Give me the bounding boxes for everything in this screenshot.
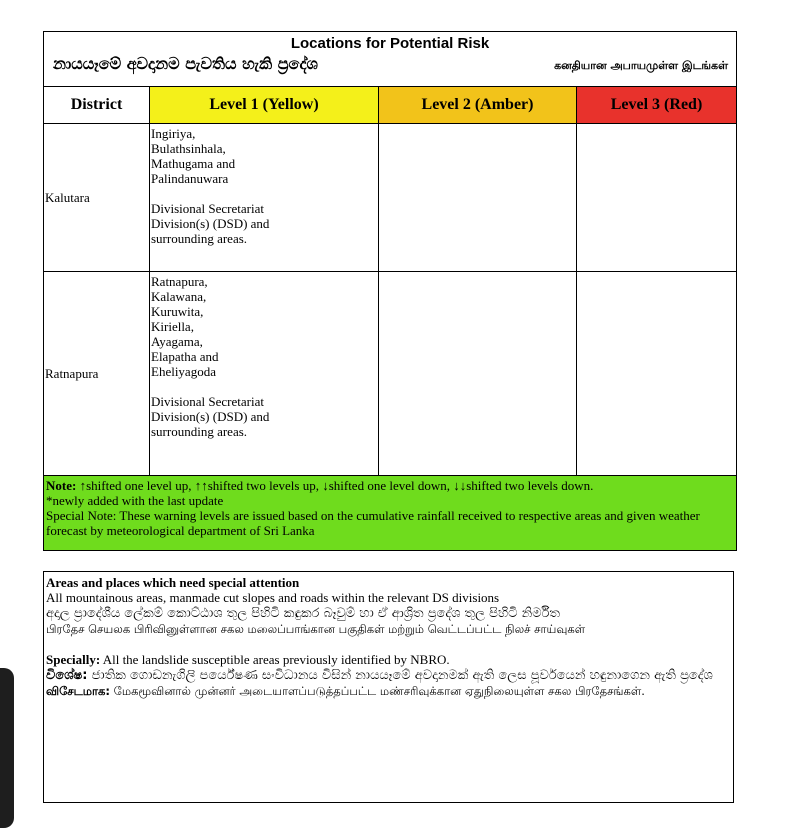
viewer-side-panel[interactable] (0, 668, 14, 828)
header-row (44, 87, 737, 124)
header-level3: Level 3 (Red) (577, 87, 737, 124)
area-name: Elapatha and (151, 349, 219, 364)
specially-english (46, 652, 733, 667)
attention-heading: Areas and places which need special attention (46, 575, 300, 590)
table-row (44, 272, 737, 476)
district-cell: Ratnapura (44, 272, 150, 476)
header-level2: Level 2 (Amber) (379, 87, 577, 124)
level3-cell (577, 272, 737, 476)
area-name: Kalawana, (151, 289, 207, 304)
dsd-note (151, 201, 378, 246)
attention-tamil: பிரதேச செயலக பிரிவினுள்ளான சகல மலைப்பாங்கான பகுதிகள் மற்றும் வெட்டப்பட்ட நிலச் சாய்வுகள் (46, 622, 586, 636)
specially-label: Specially: (46, 652, 101, 667)
level3-cell (577, 124, 737, 272)
tamil-special-text: மேகமூவினால் முன்னர் அடையாளப்படுத்தப்பட்ட மண்சரிவுக்கான ஏதுநிலையுள்ள சகல பிரதேசங்கள். (110, 684, 645, 698)
area-name: Ingiriya, (151, 126, 196, 141)
area-name: Ratnapura, (151, 274, 208, 289)
specially-sinhala (46, 667, 733, 684)
attention-sinhala: අදාල ප්‍රාදේශීය ලේකම් කොට්ඨාශ තුල පිහිටි කඳුකර බෑවුම් හා ඒ ආශ්‍රිත ප්‍රදේශ තුල පිහිටි නිර්මිත (46, 606, 560, 621)
dsd-line: Division(s) (DSD) and (151, 409, 270, 424)
level2-cell (379, 272, 577, 476)
specially-tamil (46, 684, 733, 699)
title-cell (44, 32, 737, 87)
note-label: Note: (46, 478, 77, 493)
dsd-line: Divisional Secretariat (151, 394, 264, 409)
area-name: Palindanuwara (151, 171, 229, 186)
note-cell (44, 476, 737, 551)
dsd-line: Divisional Secretariat (151, 201, 264, 216)
tamil-label: விசேடமாக: (46, 684, 110, 698)
area-name: Mathugama and (151, 156, 236, 171)
level1-cell (150, 272, 379, 476)
area-name: Eheliyagoda (151, 364, 216, 379)
sinhala-label: විශේෂ: (46, 668, 88, 683)
district-cell: Kalutara (44, 124, 150, 272)
header-level1: Level 1 (Yellow) (150, 87, 379, 124)
level1-cell (150, 124, 379, 272)
dsd-line: Division(s) (DSD) and (151, 216, 270, 231)
table-row (44, 124, 737, 272)
level2-cell (379, 124, 577, 272)
title-english: Locations for Potential Risk (290, 35, 490, 52)
note-newly-added: *newly added with the last update (46, 493, 224, 508)
note-legend: ↑shifted one level up, ↑↑shifted two levels up, ↓shifted one level down, ↓↓shifted two levels down. (76, 478, 594, 493)
area-name: Bulathsinhala, (151, 141, 226, 156)
header-district: District (44, 87, 150, 124)
area-name: Ayagama, (151, 334, 203, 349)
special-attention-box (43, 571, 734, 803)
title-row (44, 32, 737, 87)
dsd-line: surrounding areas. (151, 231, 248, 246)
dsd-note (151, 394, 378, 439)
special-note: Special Note: These warning levels are issued based on the cumulative rainfall received to respective areas and given weather forecast by meteorological department of Sri Lanka (46, 508, 700, 538)
risk-table (43, 31, 737, 551)
note-row (44, 476, 737, 551)
sinhala-special-text: ජාතික ගොඩනැගිලි පර්යේෂණ සංවිධානය විසින් නායයෑමේ අවදානමක් ඇති ලෙස පූර්වයෙන් හඳුනාගෙන ඇති ප්‍රදේශ (87, 668, 713, 683)
attention-english: All mountainous areas, manmade cut slopes and roads within the relevant DS divisions (46, 590, 500, 605)
specially-text: All the landslide susceptible areas previously identified by NBRO. (100, 652, 450, 667)
title-tamil: கனதியான அபாயமுள்ள இடங்கள் (554, 59, 728, 72)
area-name: Kiriella, (151, 319, 194, 334)
dsd-line: surrounding areas. (151, 424, 248, 439)
title-sinhala: නායයෑමේ අවදානම පැවතිය හැකි ප්‍රදේශ (53, 54, 318, 73)
area-name: Kuruwita, (151, 304, 204, 319)
